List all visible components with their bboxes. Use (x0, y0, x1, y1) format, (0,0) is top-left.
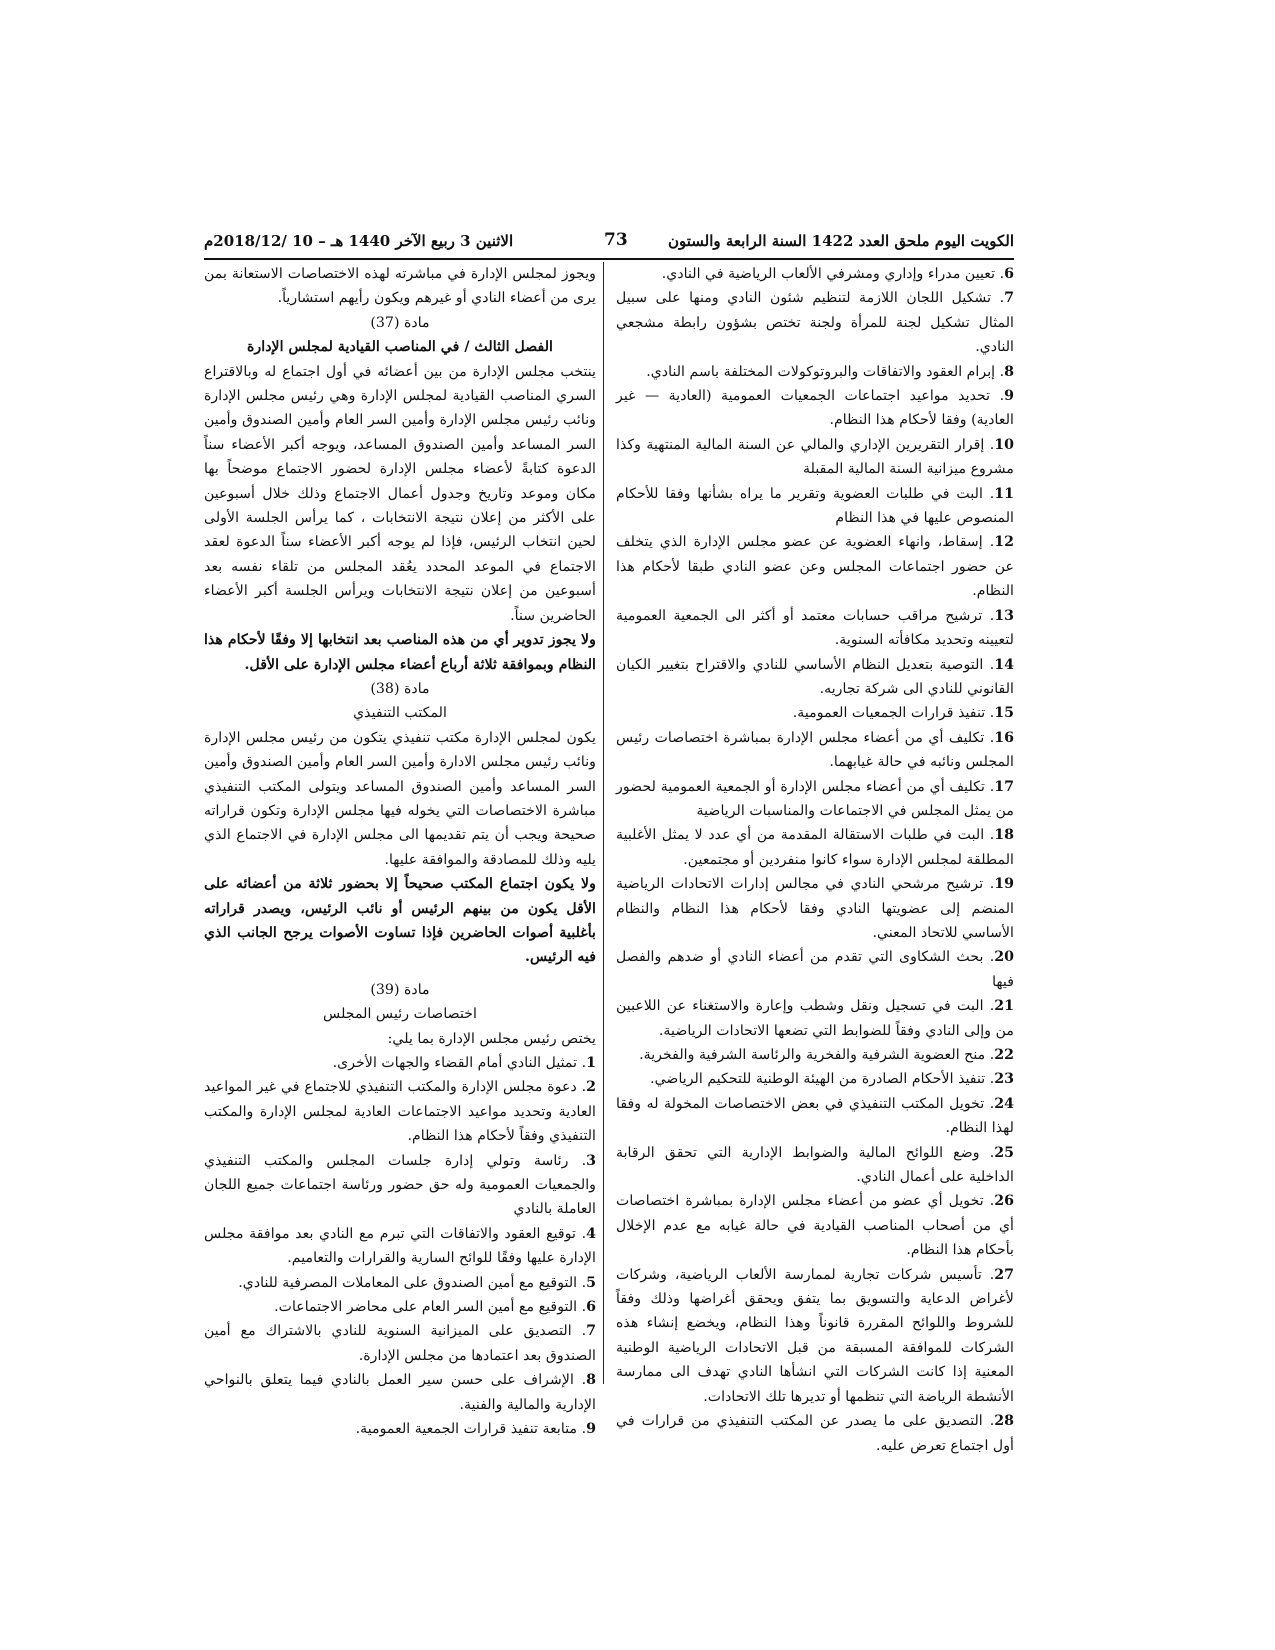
list-item-number: 19 (994, 876, 1014, 893)
list-item-text: منح العضوية الشرفية والفخرية والرئاسة الشرفية والفخرية. (639, 1047, 986, 1063)
list-item: 9. تحديد مواعيد اجتماعات الجمعيات العمومية (العادية — غير العادية) وفقا لأحكام هذا النظام. (616, 388, 1014, 429)
list-item: 11. البت في طلبات العضوية وتقرير ما يراه بشأنها وفقا للأحكام المنصوص عليها في هذا النظام (616, 485, 1014, 527)
list-item: 21. البت في تسجيل ونقل وشطب وإعارة والاستغناء عن اللاعبين من وإلى النادي وفقاً للضوابط التي تضعها الاتحادات الرياضية. (616, 998, 1014, 1039)
left-column (204, 262, 596, 1442)
list-item-number: 16 (994, 729, 1014, 746)
list-item: 7. التصديق على الميزانية السنوية للنادي بالاشتراك مع أمين الصندوق بعد اعتمادها من مجلس الإدارة. (204, 1323, 596, 1364)
list-item: 2. دعوة مجلس الإدارة والمكتب التنفيذي للاجتماع في غير المواعيد العادية وتحديد مواعيد الاجتماعات العادية لمجلس الإدارة والمكتب التنفيذي وفقاً لأحكام هذا النظام. (204, 1079, 596, 1145)
list-item-text: تخويل أي عضو من أعضاء مجلس الإدارة بمباشرة اختصاصات أي من أصحاب المناصب القيادية في حالة غيابه مع عدم الإخلال بأحكام هذا النظام. (616, 1193, 1014, 1259)
list-item: 8. الإشراف على حسن سير العمل بالنادي فيما يتعلق بالنواحي الإدارية والمالية والفنية. (204, 1372, 597, 1413)
list-item: 25. وضع اللوائح المالية والضوابط الإدارية التي تحقق الرقابة الداخلية على أعمال النادي. (616, 1144, 1014, 1186)
chapter-3-title: الفصل الثالث / في المناصب القيادية لمجلس الإدارة (247, 339, 553, 356)
list-item-number: 26 (994, 1193, 1014, 1210)
list-item-number: 24 (994, 1095, 1014, 1112)
article-37-title: مادة (37) (370, 314, 430, 331)
list-item-number: 3 (586, 1152, 596, 1169)
list-item: 26. تخويل أي عضو من أعضاء مجلس الإدارة بمباشرة اختصاصات أي من أصحاب المناصب القيادية في حالة غيابه مع عدم الإخلال بأحكام هذا النظام. (616, 1193, 1014, 1259)
list-item-number: 23 (994, 1071, 1014, 1088)
list-item-text: توقيع العقود والاتفاقات التي تبرم مع النادي بعد موافقة مجلس الإدارة عليها وفقًا للوائح السارية والقرارات والتعاميم. (204, 1225, 596, 1267)
list-item-text: تنفيذ الأحكام الصادرة من الهيئة الوطنية للتحكيم الرياضي. (650, 1071, 986, 1088)
article-37-paragraph-2: ولا يجوز تدوير أي من هذه المناصب بعد انتخابها إلا وفقًا لأحكام هذا النظام وبموافقة ثلاثة أرباع أعضاء مجلس الإدارة على الأقل. (204, 632, 596, 673)
list-item-text: تحديد مواعيد اجتماعات الجمعيات العمومية (العادية — غير العادية) وفقا لأحكام هذا النظام. (616, 388, 1014, 429)
list-item: 19. ترشيح مرشحي النادي في مجالس إدارات الاتحادات الرياضية المنضم إلى عضويتها النادي وفقا لأحكام هذا النظام والنظام الأساسي للاتحاد المعني. (616, 876, 1014, 941)
list-item-text: تعيين مدراء وإداري ومشرفي الألعاب الرياضية في النادي. (661, 266, 996, 282)
list-item-number: 5 (586, 1274, 596, 1291)
list-item: 27. تأسيس شركات تجارية لممارسة الألعاب الرياضية، وشركات لأغراض الدعاية والتسويق بما يتفق ويحقق أغراضها وذلك وفقاً للشروط واللوائح المقررة قانوناً وهذا النظام، ويخضع إنشاء هذه الشركات للموافقة المسبقة من قبل الاتحادات الرياضية الوطنية المعنية إذا كانت الشركات التي انشأها النادي تهدف الى ممارسة الأنشطة الرياضة التي تنظمها أو تديرها تلك الاتحادات. (616, 1266, 1014, 1405)
list-item: 3. رئاسة وتولي إدارة جلسات المجلس والمكتب التنفيذي والجمعيات العمومية وله حق حضور ورئاسة اجتماعات جميع اللجان العاملة بالنادي (204, 1152, 596, 1218)
list-item-number: 12 (994, 534, 1015, 551)
list-item-number: 18 (994, 827, 1014, 844)
list-item-text: تكليف أي من أعضاء مجلس الإدارة أو الجمعية العمومية لحضور من يمثل المجلس في الاجتماعات والمناسبات الرياضية (616, 778, 1014, 819)
list-item-text: التوقيع مع أمين السر العام على محاضر الاجتماعات. (274, 1299, 578, 1316)
list-item-text: ترشيح مرشحي النادي في مجالس إدارات الاتحادات الرياضية المنضم إلى عضويتها النادي وفقا لأحكام هذا النظام والنظام الأساسي للاتحاد المعني. (616, 876, 1014, 941)
list-item: 6. التوقيع مع أمين السر العام على محاضر الاجتماعات. (274, 1299, 596, 1316)
right-column (616, 262, 1014, 1458)
list-item-number: 21 (994, 998, 1014, 1015)
header-rule (204, 258, 1014, 260)
list-item-number: 17 (994, 778, 1014, 795)
list-item-number: 10 (994, 436, 1014, 453)
intro-paragraph: ويجوز لمجلس الإدارة في مباشرته لهذه الاختصاصات الاستعانة بمن يرى من أعضاء النادي أو غيرهم ويكون رأيهم استشارياً. (204, 266, 596, 307)
article-38-title: مادة (38) (370, 680, 430, 697)
list-item-text: تكليف أي من أعضاء مجلس الإدارة بمباشرة اختصاصات رئيس المجلس ونائبه في حالة غيابهما. (616, 729, 1014, 771)
list-item-number: 28 (994, 1413, 1014, 1430)
list-item-text: إقرار التقريرين الإداري والمالي عن السنة المالية المنتهية وكذا مشروع ميزانية السنة المالية المقبلة (616, 436, 1014, 478)
list-item-text: رئاسة وتولي إدارة جلسات المجلس والمكتب التنفيذي والجمعيات العمومية وله حق حضور ورئاسة اجتماعات جميع اللجان العاملة بالنادي (204, 1152, 596, 1218)
list-item-text: إبرام العقود والاتفاقات والبروتوكولات المختلفة باسم النادي. (646, 363, 996, 380)
list-item: 13. ترشيح مراقب حسابات معتمد أو أكثر الى الجمعية العمومية لتعيينه وتحديد مكافأته السنوية. (616, 607, 1014, 649)
article-38-paragraph-2: ولا يكون اجتماع المكتب صحيحاً إلا بحضور ثلاثة من أعضائه على الأقل يكون من بينهم الرئيس أو نائب الرئيس، ويصدر قراراته بأغلبية أصوات الحاضرين فإذا تساوت الأصوات يرجح الجانب الذي فيه الرئيس. (204, 876, 596, 966)
list-item: 18. البت في طلبات الاستقالة المقدمة من أي عدد لا يمثل الأغلبية المطلقة لمجلس الإدارة سواء كانوا منفردين أو مجتمعين. (616, 827, 1014, 868)
list-item-text: تخويل المكتب التنفيذي في بعض الاختصاصات المخولة له وفقا لهذا النظام. (616, 1095, 1014, 1137)
gazette-title: الكويت اليوم ملحق العدد 1422 السنة الرابعة والستون (668, 232, 1014, 250)
list-item: 17. تكليف أي من أعضاء مجلس الإدارة أو الجمعية العمومية لحضور من يمثل المجلس في الاجتماعات والمناسبات الرياضية (616, 778, 1014, 819)
article-37-paragraph-1: ينتخب مجلس الإدارة من بين أعضائه في أول اجتماع له وبالاقتراع السري المناصب القيادية لمجلس الإدارة وهي رئيس مجلس الإدارة ونائب رئيس مجلس الإدارة وأمين السر العام وأمين الصندوق وأمين السر المساعد وأمين الصندوق المساعد، ويوجه أكبر الأعضاء سناً الدعوة كتابةً لأعضاء مجلس الإدارة لحضور الاجتماع موضحاً بها مكان وموعد وتاريخ وجدول أعمال الاجتماع وذلك خلال أسبوعين على الأكثر من إعلان نتيجة الانتخابات ، كما يرأس الجلسة الأولى لحين انتخاب الرئيس، فإذا لم يوجه أكبر الأعضاء سناً الدعوة لعقد الاجتماع في الموعد المحدد يعُقد المجلس من تلقاء نفسه بعد أسبوعين من إعلان نتيجة الانتخابات ويرأس الجلسة أكبر الأعضاء الحاضرين سناً. (204, 363, 596, 624)
list-item-number: 11 (994, 485, 1014, 502)
article-39-title: مادة (39) (370, 981, 430, 998)
list-item-number: 27 (994, 1266, 1014, 1283)
list-item: 23. تنفيذ الأحكام الصادرة من الهيئة الوطنية للتحكيم الرياضي. (650, 1071, 1014, 1088)
issue-date: الاثنين 3 ربيع الآخر 1440 هـ – 10 /2018/12م (204, 232, 514, 250)
list-item-number: 15 (994, 705, 1014, 722)
article-39-intro: يختص رئيس مجلس الإدارة بما يلي: (387, 1030, 596, 1047)
list-item-text: متابعة تنفيذ قرارات الجمعية العمومية. (355, 1421, 578, 1438)
list-item-number: 9 (586, 1421, 596, 1438)
list-item: 5. التوقيع مع أمين الصندوق على المعاملات المصرفية للنادي. (238, 1274, 596, 1291)
list-item: 10. إقرار التقريرين الإداري والمالي عن السنة المالية المنتهية وكذا مشروع ميزانية السنة المالية المقبلة (616, 436, 1014, 478)
list-item-number: 8 (1004, 363, 1014, 380)
list-item-text: تمثيل النادي أمام القضاء والجهات الأخرى. (332, 1055, 578, 1071)
page-number: 73 (604, 230, 628, 250)
list-item-number: 22 (994, 1047, 1014, 1063)
list-item: 14. التوصية بتعديل النظام الأساسي للنادي والاقتراح بتغيير الكيان القانوني للنادي الى شركة تجاريه. (616, 656, 1014, 697)
list-item-text: التوقيع مع أمين الصندوق على المعاملات المصرفية للنادي. (238, 1274, 578, 1291)
list-item: 6. تعيين مدراء وإداري ومشرفي الألعاب الرياضية في النادي. (661, 266, 1014, 282)
list-item-number: 2 (586, 1079, 596, 1096)
list-item-number: 13 (994, 607, 1014, 624)
list-item: 20. بحث الشكاوى التي تقدم من أعضاء النادي أو ضدهم والفصل فيها (616, 949, 1014, 990)
list-item-number: 7 (1004, 290, 1014, 307)
list-item: 15. تنفيذ قرارات الجمعيات العمومية. (792, 705, 1014, 722)
list-item: 9. متابعة تنفيذ قرارات الجمعية العمومية. (355, 1421, 596, 1438)
article-38-paragraph-1: يكون لمجلس الإدارة مكتب تنفيذي يتكون من رئيس مجلس الإدارة ونائب رئيس مجلس الادارة وأمين السر العام وأمين الصندوق وأمين السر المساعد وأمين الصندوق المساعد ويتولى المكتب التنفيذي مباشرة الاختصاصات التي يخوله فيها مجلس الإدارة وتكون قراراته صحيحة ويجب أن يتم تقديمها الى مجلس الإدارة في الاجتماع الذي يليه وذلك للمصادقة والموافقة عليها. (204, 729, 596, 868)
list-item-number: 6 (586, 1299, 596, 1316)
list-item-text: تنفيذ قرارات الجمعيات العمومية. (792, 705, 986, 722)
list-item-number: 6 (1004, 266, 1014, 282)
list-item-text: التصديق على ما يصدر عن المكتب التنفيذي من قرارات في أول اجتماع تعرض عليه. (616, 1413, 1014, 1454)
list-item-number: 25 (994, 1144, 1014, 1161)
list-item-number: 14 (994, 656, 1014, 673)
list-item: 16. تكليف أي من أعضاء مجلس الإدارة بمباشرة اختصاصات رئيس المجلس ونائبه في حالة غيابهما. (616, 729, 1014, 771)
list-item-text: التصديق على الميزانية السنوية للنادي بالاشتراك مع أمين الصندوق بعد اعتمادها من مجلس الإدارة. (204, 1323, 596, 1364)
article-39-list (204, 1051, 596, 1442)
list-item-text: الإشراف على حسن سير العمل بالنادي فيما يتعلق بالنواحي الإدارية والمالية والفنية. (204, 1372, 596, 1413)
list-item: 4. توقيع العقود والاتفاقات التي تبرم مع النادي بعد موافقة مجلس الإدارة عليها وفقًا للوائح السارية والقرارات والتعاميم. (204, 1225, 596, 1267)
list-item-number: 9 (1004, 388, 1014, 405)
list-item: 1. تمثيل النادي أمام القضاء والجهات الأخرى. (332, 1055, 596, 1071)
list-item-number: 20 (994, 949, 1014, 966)
list-item: 24. تخويل المكتب التنفيذي في بعض الاختصاصات المخولة له وفقا لهذا النظام. (616, 1095, 1014, 1137)
list-item-text: البت في طلبات الاستقالة المقدمة من أي عدد لا يمثل الأغلبية المطلقة لمجلس الإدارة سواء كانوا منفردين أو مجتمعين. (616, 827, 1014, 868)
list-item-number: 1 (586, 1055, 596, 1071)
list-item-number: 4 (586, 1225, 596, 1242)
column-divider (603, 262, 604, 1384)
list-item: 7. تشكيل اللجان اللازمة لتنظيم شئون النادي ومنها على سبيل المثال تشكيل لجنة للمرأة ولجنة تختص بشؤون رابطة مشجعي النادي. (616, 290, 1014, 356)
list-item: 12. إسقاط، وانهاء العضوية عن عضو مجلس الإدارة الذي يتخلف عن حضور اجتماعات المجلس وعن عضو النادي طبقا لأحكام هذا النظام. (616, 534, 1015, 600)
page-header (204, 230, 1014, 256)
list-item-text: تأسيس شركات تجارية لممارسة الألعاب الرياضية، وشركات لأغراض الدعاية والتسويق بما يتفق ويحقق أغراضها وذلك وفقاً للشروط واللوائح المقررة قانوناً وهذا النظام، ويخضع إنشاء هذه الشركات للموافقة المسبقة من قبل الاتحادات الرياضية الوطنية المعنية إذا كانت الشركات التي انشأها النادي تهدف الى ممارسة الأنشطة الرياضة التي تنظمها أو تديرها تلك الاتحادات. (616, 1266, 1014, 1405)
list-item-text: ترشيح مراقب حسابات معتمد أو أكثر الى الجمعية العمومية لتعيينه وتحديد مكافأته السنوية. (616, 607, 1014, 649)
list-item-text: وضع اللوائح المالية والضوابط الإدارية التي تحقق الرقابة الداخلية على أعمال النادي. (616, 1144, 1014, 1186)
list-item-text: تشكيل اللجان اللازمة لتنظيم شئون النادي ومنها على سبيل المثال تشكيل لجنة للمرأة ولجنة تختص بشؤون رابطة مشجعي النادي. (616, 290, 1014, 356)
list-item-text: البت في تسجيل ونقل وشطب وإعارة والاستغناء عن اللاعبين من وإلى النادي وفقاً للضوابط التي تضعها الاتحادات الرياضية. (616, 998, 1014, 1039)
article-39-subtitle: اختصاصات رئيس المجلس (323, 1006, 477, 1023)
list-item-text: التوصية بتعديل النظام الأساسي للنادي والاقتراح بتغيير الكيان القانوني للنادي الى شركة تجاريه. (616, 656, 1014, 697)
list-item: 8. إبرام العقود والاتفاقات والبروتوكولات المختلفة باسم النادي. (646, 363, 1014, 380)
list-item: 28. التصديق على ما يصدر عن المكتب التنفيذي من قرارات في أول اجتماع تعرض عليه. (616, 1413, 1014, 1454)
list-item-text: بحث الشكاوى التي تقدم من أعضاء النادي أو ضدهم والفصل فيها (616, 949, 1014, 990)
list-item-number: 8 (586, 1372, 597, 1389)
list-item-text: إسقاط، وانهاء العضوية عن عضو مجلس الإدارة الذي يتخلف عن حضور اجتماعات المجلس وعن عضو النادي طبقا لأحكام هذا النظام. (616, 534, 1014, 600)
list-item-text: البت في طلبات العضوية وتقرير ما يراه بشأنها وفقا للأحكام المنصوص عليها في هذا النظام (616, 485, 1014, 527)
article-38-subtitle: المكتب التنفيذي (353, 705, 447, 722)
list-item-text: دعوة مجلس الإدارة والمكتب التنفيذي للاجتماع في غير المواعيد العادية وتحديد مواعيد الاجتماعات العادية لمجلس الإدارة والمكتب التنفيذي وفقاً لأحكام هذا النظام. (204, 1079, 596, 1145)
list-item-number: 7 (586, 1323, 596, 1340)
list-item: 22. منح العضوية الشرفية والفخرية والرئاسة الشرفية والفخرية. (639, 1047, 1014, 1063)
